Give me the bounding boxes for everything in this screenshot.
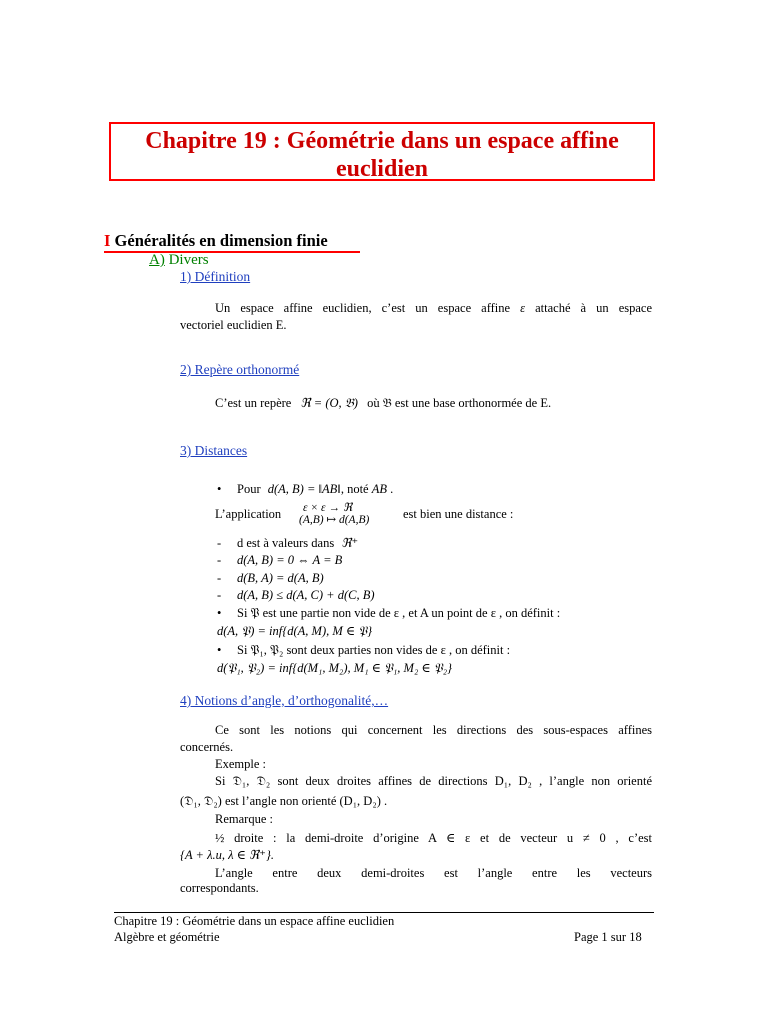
remarque-line2: {A + λ.u, λ ∈ ℜ⁺}. [180,848,274,862]
section-underline [104,251,360,253]
list-item [217,535,358,552]
repere-formula: ℜ = (O, 𝔅) [300,396,358,410]
application-top: ε × ε → ℜ [303,502,353,514]
distance-formula: d(A, B) = ‖AB‖ [267,482,341,496]
section-heading [104,231,328,251]
repere-text [215,395,551,412]
note-formula: AB [371,482,388,496]
si-deux-parties-formula: d(𝔓₁, 𝔓₂) = inf{d(M₁, M₂), M₁ ∈ 𝔓₁, M₂ ∈ 𝔓₂} [217,661,453,675]
exemple-line2: (𝔇₁, 𝔇₂) est l’angle non orienté (D₁, D₂) . [180,794,388,808]
chapter-title-line1: Chapitre 19 : Géométrie dans un espace affine [145,128,619,154]
chapter-title-box [109,122,655,181]
heading-definition: 1) Définition [180,269,251,284]
footer-page: Page 1 sur 18 [574,930,642,944]
pour-text: Pour [237,482,261,496]
heading-angles: 4) Notions d’angle, d’orthogonalité,… [180,693,389,708]
bullet: • [217,482,222,496]
subsection-title: Divers [168,252,209,268]
definition-line2: vectoriel euclidien E. [180,318,287,332]
list-item [217,570,324,587]
repere-post: où 𝔅 est une base orthonormée de E. [367,396,552,410]
repere-pre: C’est un repère [215,396,292,410]
definition-line1 [215,300,652,317]
list-dash: - [217,536,222,550]
remarque-label: Remarque : [215,812,273,826]
si-deux-parties-text: Si 𝔓₁, 𝔓₂ sont deux parties non vides de ε , on définit : [237,643,511,657]
remarque-line1: ½ droite : la demi-droite d’origine A ∈ ε et de vecteur u ≠ 0 , c’est [215,831,652,845]
list-text: d est à valeurs dans [237,536,335,550]
si-partie-text: Si 𝔓 est une partie non vide de ε , et A un point de ε , on définit : [237,606,561,620]
section-title: Généralités en dimension finie [114,231,328,250]
list-item [217,552,342,569]
si-partie-formula: d(A, 𝔓) = inf{d(A, M), M ∈ 𝔓} [217,624,373,638]
list-math: ℜ⁺ [341,536,359,550]
list-item [217,587,375,604]
chapter-title-line2: euclidien [335,156,428,182]
heading-repere: 2) Repère orthonormé [180,362,300,377]
definition-text-b: attaché à un espace [535,301,653,315]
list-math: d(A, B) = 0 ⇔ A = B [237,553,343,567]
heading-distances: 3) Distances [180,443,248,458]
definition-text-a: Un espace affine euclidien, c’est un espace affine [215,301,511,315]
subsection-label: A) [149,252,165,268]
angles-para-line2: concernés. [180,740,234,754]
subsection-heading [149,252,209,269]
list-math: d(B, A) = d(A, B) [237,571,324,585]
bullet: • [217,606,222,620]
footer-course: Algèbre et géométrie [114,930,220,944]
application-bottom: (A,B) ↦ d(A,B) [299,514,370,526]
last-line1: L’angle entre deux demi-droites est l’angle entre les vecteurs [215,866,652,880]
list-dash: - [217,588,222,602]
application-label: L’application [215,507,282,521]
bullet: • [217,643,222,657]
last-line2: correspondants. [180,881,259,895]
distance-definition: • Pour d(A, B) = ‖AB‖, noté AB . [217,482,394,496]
note-text: , noté [340,482,369,496]
footer-chapter: Chapitre 19 : Géométrie dans un espace affine euclidien [114,914,395,928]
list-dash: - [217,553,222,567]
exemple-line1: Si 𝔇₁, 𝔇₂ sont deux droites affines de directions D₁, D₂ , l’angle non orienté [215,774,652,788]
definition-symbol: ε [520,301,526,315]
si-partie [217,605,560,622]
footer-divider [114,912,654,913]
exemple-label: Exemple : [215,757,267,771]
list-math: d(A, B) ≤ d(A, C) + d(C, B) [237,588,375,602]
list-dash: - [217,571,222,585]
application-mapping [299,502,369,526]
angles-para-line1: Ce sont les notions qui concernent les directions des sous-espaces affines [215,723,652,737]
section-number: I [104,231,111,250]
si-deux-parties [217,642,510,659]
application-post: est bien une distance : [403,507,514,521]
